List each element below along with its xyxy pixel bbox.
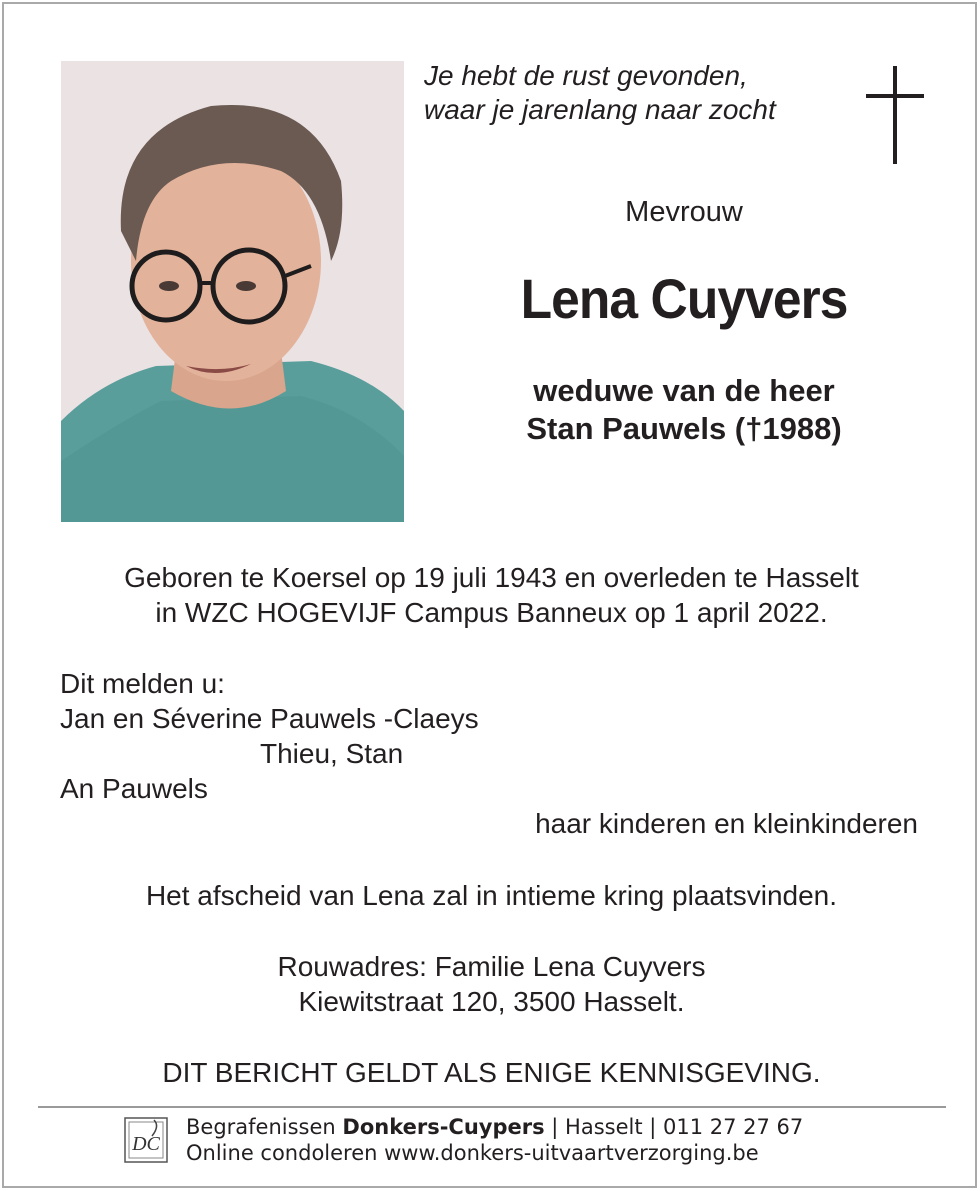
quote-line-1: Je hebt de rust gevonden, — [424, 60, 748, 91]
quote-line-2: waar je jarenlang naar zocht — [424, 94, 776, 125]
family-line-1: Jan en Séverine Pauwels -Claeys — [60, 703, 479, 734]
family-intro: Dit melden u: — [60, 668, 225, 699]
footer-prefix: Begrafenissen — [186, 1115, 343, 1139]
notice-text: DIT BERICHT GELDT ALS ENIGE KENNISGEVING. — [162, 1057, 821, 1088]
family-line-2: Thieu, Stan — [260, 738, 404, 769]
born-line-2: in WZC HOGEVIJF Campus Banneux op 1 april 2022. — [155, 597, 828, 628]
birth-death-info — [4, 560, 979, 630]
widow-line-1: weduwe van de heer — [533, 373, 835, 408]
footer-contact: | Hasselt | 011 27 27 67 — [544, 1115, 804, 1139]
footer-company: Donkers-Cuypers — [342, 1115, 545, 1139]
footer-text — [186, 1114, 803, 1166]
honorific: Mevrouw — [625, 196, 743, 228]
family-line-4: haar kinderen en kleinkinderen — [535, 808, 918, 839]
footer-divider — [38, 1106, 946, 1108]
portrait-photo — [61, 61, 404, 522]
farewell-text: Het afscheid van Lena zal in intieme kring plaatsvinden. — [145, 880, 838, 911]
portrait-illustration — [61, 61, 404, 522]
obituary-card — [2, 2, 977, 1188]
logo-initials: DC — [132, 1133, 160, 1155]
deceased-name: Lena Cuyvers — [520, 267, 848, 330]
footer-line-1 — [186, 1114, 803, 1140]
memorial-quote — [424, 59, 844, 127]
cross-icon — [866, 66, 924, 164]
family-announcement — [60, 666, 920, 841]
mourning-address — [4, 949, 979, 1019]
widow-line-2: Stan Pauwels (†1988) — [526, 411, 842, 446]
footer-line-2[interactable]: Online condoleren www.donkers-uitvaartverzorging.be — [186, 1141, 759, 1165]
family-line-3: An Pauwels — [60, 773, 208, 804]
funeral-home-logo — [124, 1116, 170, 1166]
address-line-2: Kiewitstraat 120, 3500 Hasselt. — [298, 986, 685, 1017]
address-line-1: Rouwadres: Familie Lena Cuyvers — [277, 951, 706, 982]
born-line-1: Geboren te Koersel op 19 juli 1943 en overleden te Hasselt — [124, 562, 859, 593]
widow-info — [414, 372, 954, 448]
